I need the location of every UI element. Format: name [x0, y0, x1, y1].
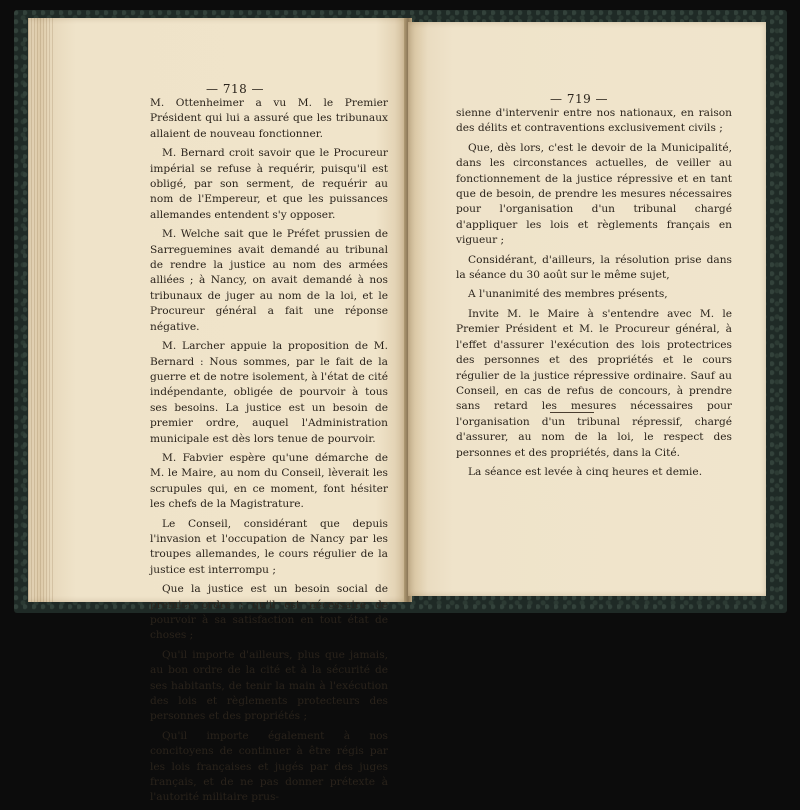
paragraph: M. Larcher appuie la proposition de M. Bernard : Nous sommes, par le fait de la guerre et de notre isolement, à l'état de cité indépendante, obligée de pourvoir à tous ses besoins. La justice est un besoin de premier ordre, auquel l'Administration municipale est dès lors tenue de pourvoir. — [150, 340, 388, 445]
paragraph: M. Fabvier espère qu'une démarche de M. le Maire, au nom du Conseil, lèverait les scrupules qui, en ce moment, font hésiter les chefs de la Magistrature. — [150, 451, 388, 511]
page-number-718: — 718 — — [206, 82, 265, 96]
closing-rule — [550, 412, 594, 413]
left-page-body — [150, 96, 388, 810]
paragraph: Que, dès lors, c'est le devoir de la Municipalité, dans les circonstances actuelles, de veiller au fonctionnement de la justice répressive et en tant que de besoin, de prendre les mesures nécessaires pour l'organisation d'un tribunal chargé d'appliquer les lois et règlements français en vigueur ; — [456, 141, 732, 247]
paragraph: M. Welche sait que le Préfet prussien de Sarreguemines avait demandé au tribunal de rendre la justice au nom des armées alliées ; à Nancy, on avait demandé à nos tribunaux de juger au nom de la loi, et le Procureur général a fait une réponse négative. — [150, 228, 388, 333]
paragraph: A l'unanimité des membres présents, — [468, 288, 668, 301]
paragraph: Le Conseil, considérant que depuis l'invasion et l'occupation de Nancy par les troupes allemandes, le cours régulier de la justice est interrompu ; — [150, 517, 388, 576]
right-page — [408, 22, 766, 596]
paragraph: Que la justice est un besoin social de premier ordre ; qu'il est nécessaire de pourvoir à sa satisfaction en tout état de choses ; — [150, 583, 388, 642]
right-page-body — [456, 106, 732, 484]
paragraph: sienne d'intervenir entre nos nationaux, en raison des délits et contraventions exclusivement civils ; — [456, 107, 732, 135]
paragraph: M. Ottenheimer a vu M. le Premier Président qui lui a assuré que les tribunaux allaient de nouveau fonctionner. — [150, 97, 388, 140]
paragraph: Qu'il importe également à nos concitoyens de continuer à être régis par les lois françaises et jugés par des juges français, et de ne pas donner prétexte à l'autorité militaire prus- — [150, 729, 388, 804]
paragraph: Invite M. le Maire à s'entendre avec M. le Premier Président et M. le Procureur général, à l'effet d'assurer l'exécution des lois protectrices des personnes et des propriétés et le cours régulier de la justice répressive ordinaire. Sauf au Conseil, en cas de refus de concours, à prendre sans retard les mesures nécessaires pour l'organisation d'un tribunal répressif, chargé d'assurer, au nom de la loi, le respect des personnes et des propriétés, dans la Cité. — [456, 307, 732, 459]
paragraph: M. Bernard croit savoir que le Procureur impérial se refuse à requérir, puisqu'il est obligé, par son serment, de requérir au nom de l'Empereur, et que les puissances allemandes entendent s'y opposer. — [150, 147, 388, 221]
paragraph: Considérant, d'ailleurs, la résolution prise dans la séance du 30 août sur le même sujet, — [456, 253, 732, 282]
paragraph: La séance est levée à cinq heures et demie. — [468, 465, 703, 478]
left-page — [28, 18, 406, 804]
page-number-719: — 719 — — [550, 92, 609, 106]
paragraph: Qu'il importe d'ailleurs, plus que jamais, au bon ordre de la cité et à la sécurité de ses habitants, de tenir la main à l'exécution des lois et règlements protecteurs des personnes et des propriétés ; — [150, 648, 388, 723]
